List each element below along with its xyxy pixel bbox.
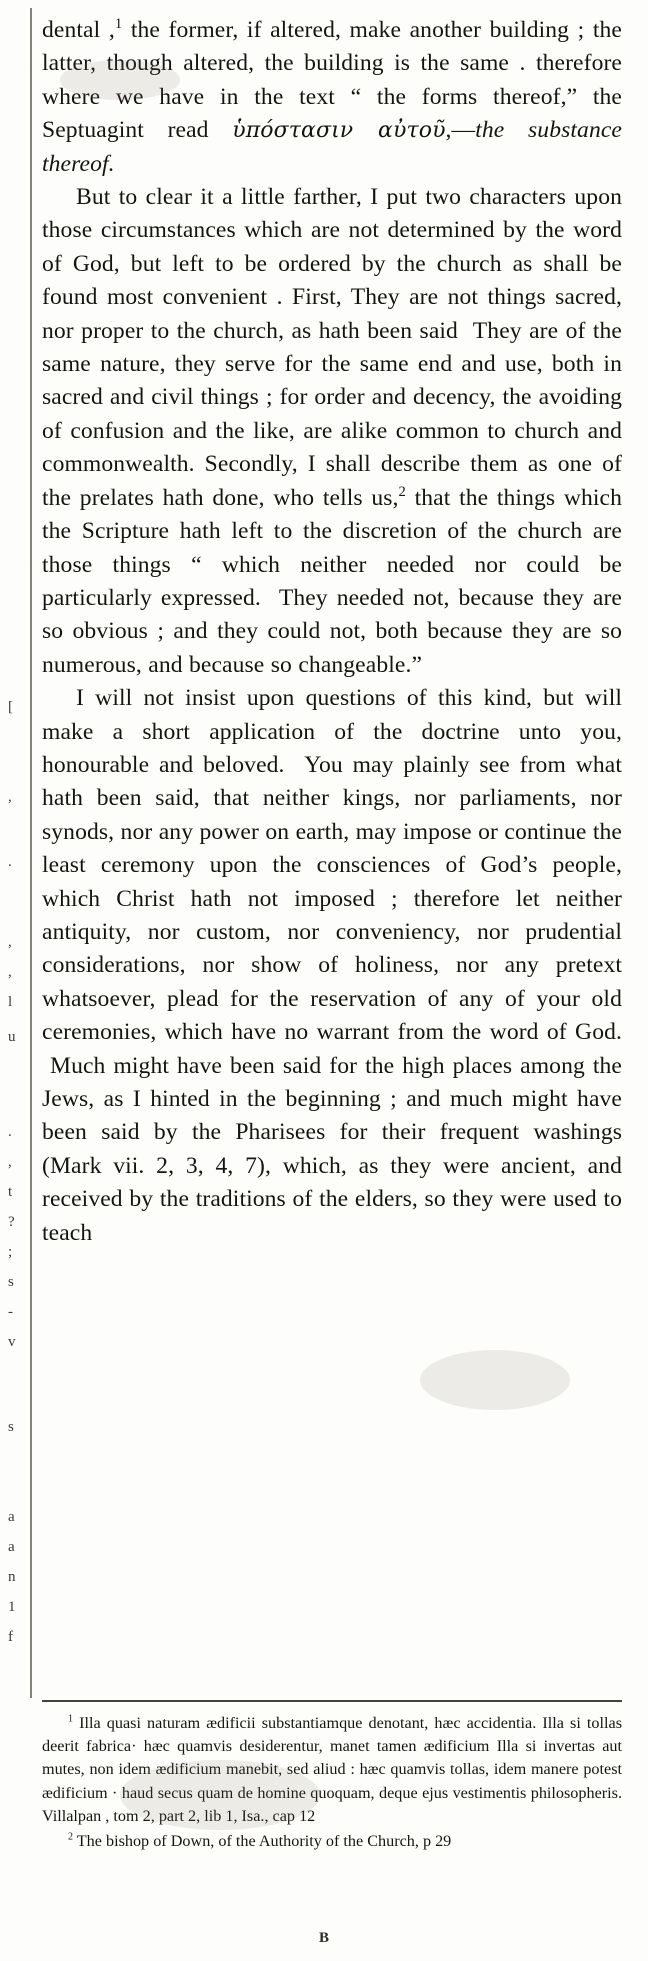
gutter-mark: . xyxy=(8,1124,12,1140)
gutter-mark: , xyxy=(8,934,12,950)
gutter-mark: v xyxy=(8,1334,16,1350)
gutter-mark: 1 xyxy=(8,1599,16,1615)
margin-rule xyxy=(30,8,32,1698)
gutter-mark: n xyxy=(8,1569,16,1585)
gutter-mark: , xyxy=(8,789,12,805)
gutter-mark: . xyxy=(8,854,12,870)
gutter-mark: l xyxy=(8,994,13,1010)
gutter-mark: f xyxy=(8,1629,13,1645)
gutter-mark: , xyxy=(8,1154,12,1170)
gutter-mark: t xyxy=(8,1184,13,1200)
gutter-mark: [ xyxy=(8,699,13,715)
margin-gutter-marks xyxy=(0,0,28,1961)
footnote-2: $^2$ The bishop of Down, of the Authority of the Church, p 29 xyxy=(68,1831,452,1851)
footnote-divider xyxy=(42,1700,622,1702)
gutter-mark: a xyxy=(8,1509,15,1525)
footnote-block xyxy=(42,1712,622,1853)
para-dental: dental ,$^1$ the former, if altered, make another building ; the latter, though altered, the building is the same . therefore where we have in the text “ the forms thereof,” the Septuagint read ὑπόστασιν αὐτοῦ,—the substance thereof. xyxy=(42,16,622,177)
gutter-mark: s xyxy=(8,1419,14,1435)
signature-mark: B xyxy=(318,1930,329,1946)
paper-smudge xyxy=(420,1350,570,1410)
footnote-1: $^1$ Illa quasi naturam ædificii substantiamque denotant, hæc accidentia. Illa si tollas deerit fabrica· hæc quamvis desiderentur, manet tamen ædificium Illa si invertas aut mutes, non idem ædificium manebit, sed aliud : hæc quamvis tollas, idem manere potest ædificium · haud secus quam de homine quoquam, deque ejus vestimentis philosopheris. Villalpan , tom 2, part 2, lib 1, Isa., cap 12 xyxy=(42,1713,622,1825)
gutter-mark: s xyxy=(8,1274,14,1290)
page-body-text xyxy=(42,14,622,1250)
gutter-mark: u xyxy=(8,1029,16,1045)
gutter-mark: - xyxy=(8,1304,13,1320)
gutter-mark: ? xyxy=(8,1214,15,1230)
para-but-to-clear: But to clear it a little farther, I put two characters upon those circumstances which are not determined by the word of God, but left to be ordered by the church as shall be found most convenient . First, They are not things sacred, nor proper to the church, as hath been said They are of the same nature, they serve for the same end and use, both in sacred and civil things ; for order and decency, the avoiding of confusion and the like, are alike common to church and commonwealth. Secondly, I shall describe them as one of the prelates hath done, who tells us,$^2$ that the things which the Scripture hath left to the discretion of the church are those things “ which neither needed nor could be particularly expressed. They needed not, because they are so obvious ; and they could not, both because they are so numerous, and because so changeable.” xyxy=(42,184,622,678)
gutter-mark: ; xyxy=(8,1244,13,1260)
gutter-mark: a xyxy=(8,1539,15,1555)
para-i-will-not: I will not insist upon questions of this kind, but will make a short application of the doctrine unto you, honourable and beloved. You may plainly see from what hath been said, that neither kings, nor parliaments, nor synods, nor any power on earth, may impose or continue the least ceremony upon the consciences of God’s people, which Christ hath not imposed ; therefore let neither antiquity, nor custom, nor conveniency, nor prudential considerations, nor show of holiness, nor any pretext whatsoever, plead for the reservation of any of your old ceremonies, which have no warrant from the word of God. Much might have been said for the high places among the Jews, as I hinted in the beginning ; and much might have been said by the Pharisees for their frequent washings (Mark vii. 2, 3, 4, 7), which, as they were ancient, and received by the traditions of the elders, so they were used to teach xyxy=(42,685,622,1246)
gutter-mark: , xyxy=(8,964,12,980)
